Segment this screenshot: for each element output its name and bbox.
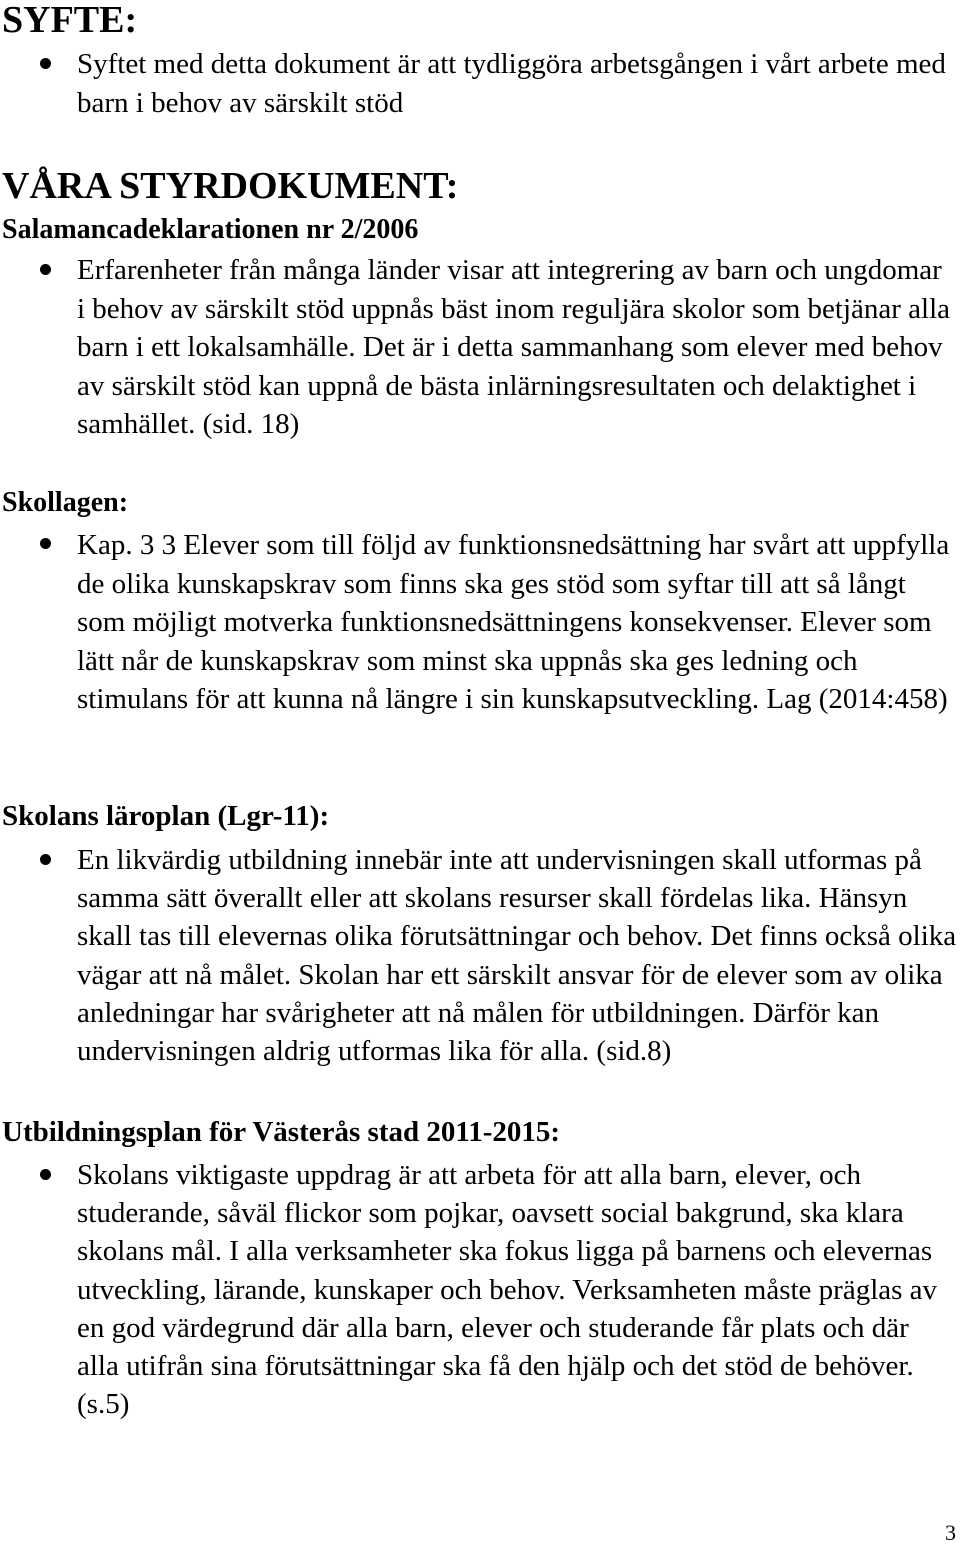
bullet-icon (40, 854, 51, 865)
utbildningsplan-heading: Utbildningsplan för Västerås stad 2011-2015: (2, 1116, 561, 1148)
bullet-icon (40, 1169, 51, 1180)
styrdokument-heading: VÅRA STYRDOKUMENT: (2, 165, 459, 207)
skollagen-bullet-text: Kap. 3 3 Elever som till följd av funktionsnedsättning har svårt att uppfylla de olika kunskapskrav som finns ska ges stöd som syftar till att så långt som möjligt motverka funktionsnedsättningens konsekvenser. Elever som lätt når de kunskapskrav som minst ska uppnås ska ges ledning och stimulans för att kunna nå längre i sin kunskapsutveckling. Lag (2014:458) (77, 529, 950, 716)
bullet-icon (40, 264, 51, 275)
syfte-heading: SYFTE: (2, 0, 138, 41)
bullet-icon (40, 538, 51, 549)
salamanca-bullet-text: Erfarenheter från många länder visar att integrering av barn och ungdomar i behov av särskilt stöd uppnås bäst inom reguljära skolor som betjänar alla barn i ett lokalsamhälle. Det är i detta sammanhang som elever med behov av särskilt stöd kan uppnå de bästa inlärningsresultaten och delaktighet i samhället. (sid. 18) (77, 254, 951, 441)
bullet-icon (40, 58, 51, 69)
laroplan-heading: Skolans läroplan (Lgr-11): (2, 800, 330, 832)
skollagen-heading: Skollagen: (2, 487, 129, 518)
laroplan-bullet-text: En likvärdig utbildning innebär inte att undervisningen skall utformas på samma sätt överallt eller att skolans resurser skall fördelas lika. Hänsyn skall tas till elevernas olika förutsättningar och behov. Det finns också olika vägar att nå målet. Skolan har ett särskilt ansvar för de elever som av olika anledningar har svårigheter att nå målen för utbildningen. Därför kan undervisningen aldrig utformas lika för alla. (sid.8) (77, 844, 957, 1068)
page-number: 3 (945, 1520, 956, 1545)
syfte-bullet-text: Syftet med detta dokument är att tydliggöra arbetsgången i vårt arbete med barn i behov av särskilt stöd (77, 48, 946, 119)
utbildningsplan-bullet-text: Skolans viktigaste uppdrag är att arbeta för att alla barn, elever, och studerande, såväl flickor som pojkar, oavsett social bakgrund, ska klara skolans mål. I alla verksamheter ska fokus ligga på barnens och elevernas utveckling, lärande, kunskaper och behov. Verksamheten måste präglas av en god värdegrund där alla barn, elever och studerande får plats och där alla utifrån sina förutsättningar ska få den hjälp och det stöd de behöver. (s.5) (77, 1159, 938, 1421)
salamanca-heading: Salamancadeklarationen nr 2/2006 (2, 214, 419, 245)
